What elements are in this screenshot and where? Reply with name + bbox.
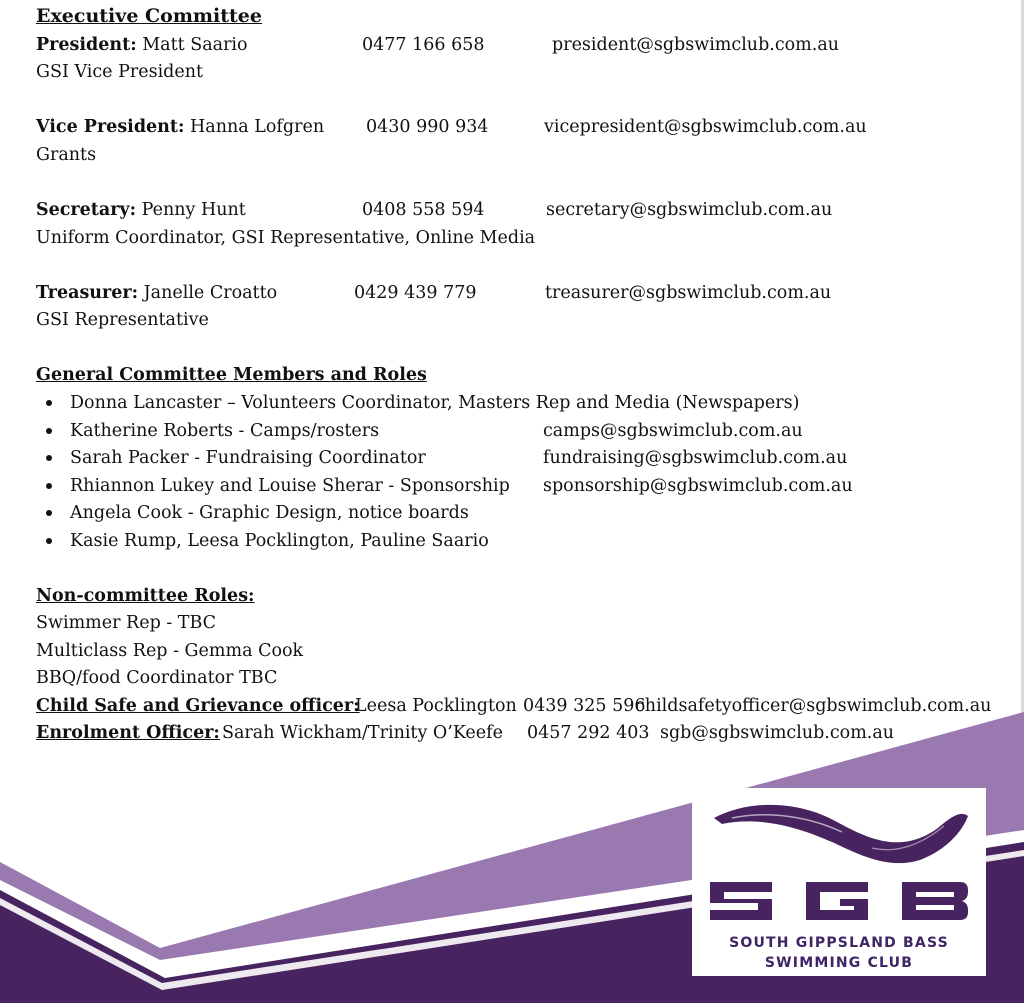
childsafe-label: Child Safe and Grievance officer: xyxy=(36,696,360,716)
general-item: Sarah Packer - Fundraising Coordinator xyxy=(70,448,426,468)
logo-letter-b xyxy=(902,882,968,920)
childsafe-name: Leesa Pocklington xyxy=(355,696,517,716)
vice-president-name: Hanna Lofgren xyxy=(190,117,325,137)
noncommittee-line: Multiclass Rep - Gemma Cook xyxy=(36,641,304,661)
general-heading: General Committee Members and Roles xyxy=(36,365,427,385)
logo-line1: SOUTH GIPPSLAND BASS xyxy=(729,935,949,951)
enrolment-email[interactable]: sgb@sgbswimclub.com.au xyxy=(660,723,895,743)
camps-email[interactable]: camps@sgbswimclub.com.au xyxy=(543,421,803,441)
vice-president-role: Vice President: xyxy=(36,117,185,137)
treasurer-phone: 0429 439 779 xyxy=(354,283,477,303)
president-phone: 0477 166 658 xyxy=(362,35,485,55)
noncommittee-line: BBQ/food Coordinator TBC xyxy=(36,668,278,688)
president-role: President: xyxy=(36,35,137,55)
secretary-role: Secretary: xyxy=(36,200,137,220)
president-name: Matt Saario xyxy=(142,35,248,55)
childsafe-phone: 0439 325 596 xyxy=(523,696,646,716)
general-item: Donna Lancaster – Volunteers Coordinator, Masters Rep and Media (Newspapers) xyxy=(70,393,800,413)
sponsorship-email[interactable]: sponsorship@sgbswimclub.com.au xyxy=(543,476,853,496)
treasurer-name: Janelle Croatto xyxy=(143,283,278,303)
treasurer-role: Treasurer: xyxy=(36,283,139,303)
secretary-note: Uniform Coordinator, GSI Representative, Online Media xyxy=(36,228,536,248)
enrolment-phone: 0457 292 403 xyxy=(527,723,650,743)
noncommittee-heading: Non-committee Roles: xyxy=(36,586,255,606)
president-email[interactable]: president@sgbswimclub.com.au xyxy=(552,35,840,55)
general-item: Kasie Rump, Leesa Pocklington, Pauline Saario xyxy=(70,531,489,551)
treasurer-note: GSI Representative xyxy=(36,310,209,330)
executive-heading: Executive Committee xyxy=(36,5,262,27)
treasurer-email[interactable]: treasurer@sgbswimclub.com.au xyxy=(545,283,832,303)
vice-president-email[interactable]: vicepresident@sgbswimclub.com.au xyxy=(544,117,867,137)
vice-president-note: Grants xyxy=(36,145,97,165)
swim-wave-icon xyxy=(714,805,968,863)
logo-letter-s xyxy=(710,882,772,920)
childsafe-email[interactable]: childsafetyofficer@sgbswimclub.com.au xyxy=(635,696,992,716)
fundraising-email[interactable]: fundraising@sgbswimclub.com.au xyxy=(543,448,848,468)
noncommittee-line: Swimmer Rep - TBC xyxy=(36,613,217,633)
general-item: Rhiannon Lukey and Louise Sherar - Sponsorship xyxy=(70,476,510,496)
general-item: Katherine Roberts - Camps/rosters xyxy=(70,421,380,441)
secretary-email[interactable]: secretary@sgbswimclub.com.au xyxy=(546,200,833,220)
general-item: Angela Cook - Graphic Design, notice boards xyxy=(70,503,469,523)
secretary-phone: 0408 558 594 xyxy=(362,200,485,220)
enrolment-label: Enrolment Officer: xyxy=(36,723,220,743)
president-note: GSI Vice President xyxy=(36,62,204,82)
secretary-name: Penny Hunt xyxy=(141,200,246,220)
enrolment-name: Sarah Wickham/Trinity O’Keefe xyxy=(222,723,503,743)
logo-letter-g xyxy=(806,882,868,920)
vice-president-phone: 0430 990 934 xyxy=(366,117,489,137)
logo-line2: SWIMMING CLUB xyxy=(764,955,914,971)
